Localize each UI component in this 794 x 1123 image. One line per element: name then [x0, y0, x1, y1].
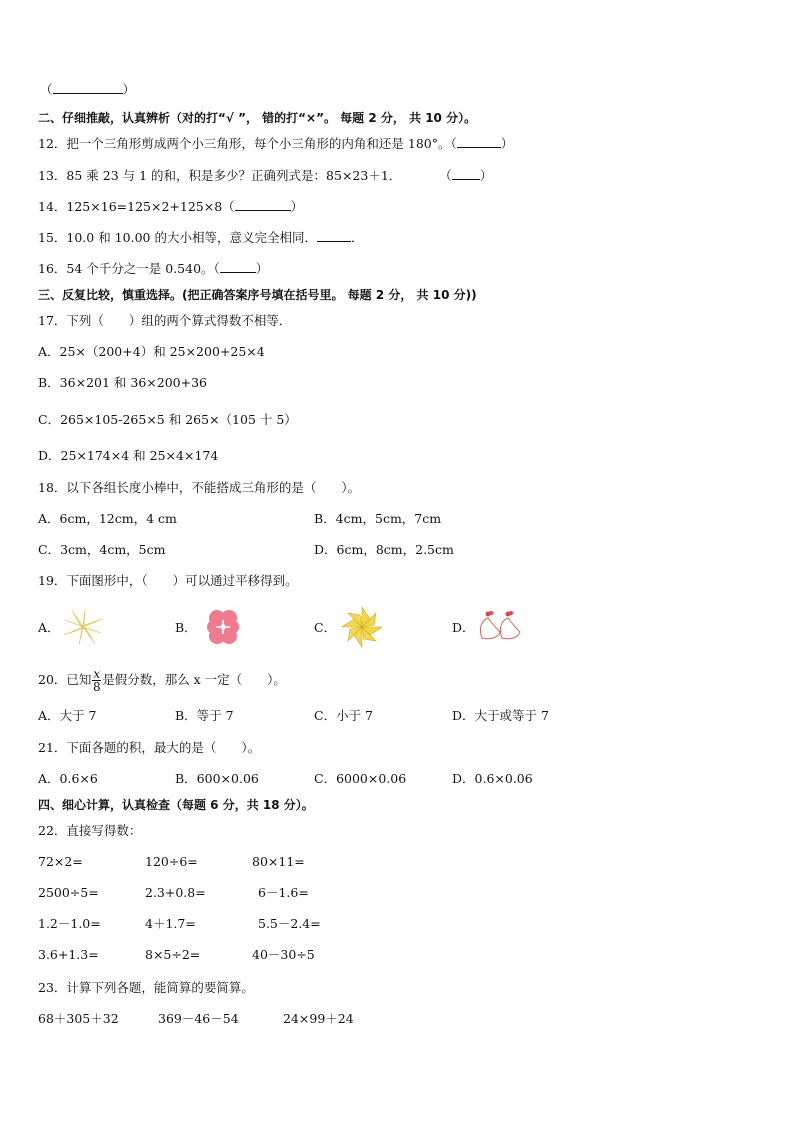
calc-item: 68＋305＋32 [38, 1011, 119, 1026]
question-21-stem: 21．下面各题的积，最大的是（ ）。 [38, 740, 261, 755]
calc-item: 3.6+1.3= [38, 947, 99, 962]
question-21-option-b[interactable]: B．600×0.06 [175, 771, 259, 786]
question-18-option-b[interactable]: B．4cm，5cm，7cm [314, 511, 442, 526]
question-20-stem: 20．已知 $\frac{x}{8}$ 是假分数，那么 x 一定（ ）。 [38, 667, 286, 694]
question-14: 14．125×16=125×2+125×8（ ） [38, 199, 304, 214]
two-birds-icon [478, 608, 524, 642]
calc-item: 120÷6= [145, 854, 198, 869]
question-17-option-a[interactable]: A．25×（200+4）和 25×200+25×4 [38, 344, 265, 359]
question-13: 13．85 乘 23 与 1 的和，积是多少？正确列式是：85×23＋1． （ ） [38, 168, 493, 183]
section-2-title: 二、仔细推敲，认真辨析（对的打“√ ”， 错的打“×”。 每题 2 分， 共 10 分）。 [38, 111, 477, 125]
question-17-stem: 17．下列（ ）组的两个算式得数不相等． [38, 313, 292, 328]
calc-item: 2.3+0.8= [145, 885, 206, 900]
calc-item: 1.2－1.0= [38, 916, 101, 931]
question-20-option-b[interactable]: B．等于 7 [175, 708, 234, 723]
calc-item: 369－46－54 [158, 1011, 239, 1026]
question-21-option-d[interactable]: D．0.6×0.06 [452, 771, 533, 786]
question-19-option-c[interactable]: C． [314, 620, 337, 635]
question-19-option-a[interactable]: A． [38, 620, 60, 635]
star-pinwheel-icon [340, 605, 384, 649]
question-15: 15．10.0 和 10.00 的大小相等，意义完全相同． ． [38, 230, 364, 245]
answer-blank[interactable] [53, 82, 123, 94]
question-17-option-c[interactable]: C．265×105-265×5 和 265×（105 十 5） [38, 412, 297, 427]
section-4-title: 四、细心计算，认真检查（每题 6 分，共 18 分）。 [38, 798, 314, 812]
calc-item: 4＋1.7= [145, 916, 196, 931]
pinwheel-icon [62, 607, 104, 647]
question-20-option-d[interactable]: D．大于或等于 7 [452, 708, 549, 723]
question-12: 12．把一个三角形剪成两个小三角形，每个小三角形的内角和还是 180°。（ ） [38, 136, 514, 151]
question-20-option-c[interactable]: C．小于 7 [314, 708, 373, 723]
calc-item: 6－1.6= [258, 885, 309, 900]
calc-item: 72×2= [38, 854, 83, 869]
calc-item: 80×11= [252, 854, 305, 869]
answer-blank[interactable] [220, 261, 256, 273]
calc-item: 5.5－2.4= [258, 916, 321, 931]
calc-item: 40－30÷5 [252, 947, 315, 962]
calc-item: 24×99＋24 [283, 1011, 354, 1026]
answer-blank[interactable] [235, 199, 291, 211]
question-17-option-b[interactable]: B．36×201 和 36×200+36 [38, 375, 207, 390]
section-3-title: 三、反复比较，慎重选择。(把正确答案序号填在括号里。 每题 2 分， 共 10 分)) [38, 288, 477, 302]
question-18-stem: 18．以下各组长度小棒中，不能搭成三角形的是（ ）。 [38, 480, 361, 495]
question-17-option-d[interactable]: D．25×174×4 和 25×4×174 [38, 448, 219, 463]
question-20-option-a[interactable]: A．大于 7 [38, 708, 97, 723]
question-19-option-b[interactable]: B． [175, 620, 197, 635]
calc-item: 2500÷5= [38, 885, 99, 900]
answer-blank[interactable] [452, 168, 480, 180]
fraction-x-over-8: $\frac{x}{8}$ [92, 667, 101, 694]
question-23-stem: 23．计算下列各题，能简算的要简算。 [38, 980, 254, 995]
question-18-option-c[interactable]: C．3cm，4cm，5cm [38, 542, 166, 557]
question-18-option-d[interactable]: D．6cm，8cm，2.5cm [314, 542, 454, 557]
question-19-option-d[interactable]: D． [452, 620, 475, 635]
question-18-option-a[interactable]: A．6cm，12cm，4 cm [38, 511, 177, 526]
heart-flower-icon [202, 606, 244, 648]
calc-item: 8×5÷2= [145, 947, 201, 962]
question-16: 16．54 个千分之一是 0.540。（ ） [38, 261, 269, 276]
question-21-option-a[interactable]: A．0.6×6 [38, 771, 98, 786]
question-19-stem: 19．下面图形中，（ ）可以通过平移得到。 [38, 573, 298, 588]
top-answer-blank: （ ） [40, 82, 136, 97]
answer-blank[interactable] [317, 230, 351, 242]
answer-blank[interactable] [457, 136, 501, 148]
question-21-option-c[interactable]: C．6000×0.06 [314, 771, 407, 786]
question-22-stem: 22．直接写得数： [38, 823, 142, 838]
